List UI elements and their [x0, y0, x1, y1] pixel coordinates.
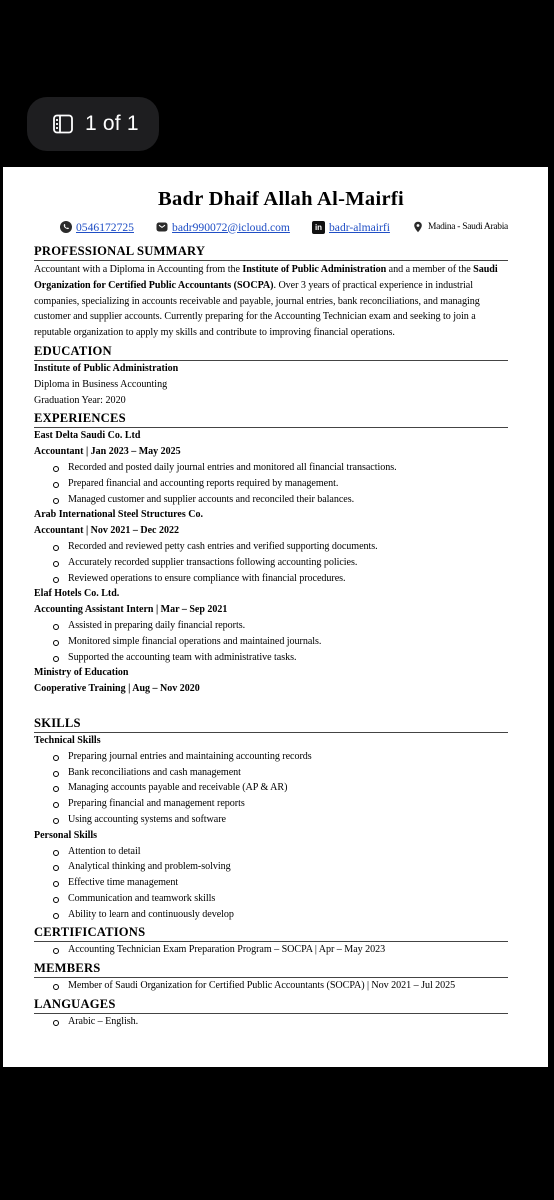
list-item: Attention to detail [52, 844, 508, 860]
document-page [3, 167, 548, 1067]
phone-contact[interactable] [60, 221, 134, 234]
summary-paragraph [34, 262, 508, 341]
summary-socpa: Saudi Organization for Certified Public Accountants (SOCPA) [34, 264, 498, 291]
job-company: Arab International Steel Structures Co. [34, 509, 203, 521]
languages-heading: LANGUAGES [34, 997, 508, 1014]
members-list [52, 978, 508, 994]
list-item: Preparing journal entries and maintaining accounting records [52, 749, 508, 765]
list-item: Arabic – English. [52, 1014, 508, 1030]
email-icon [156, 221, 168, 233]
linkedin-icon: in [312, 221, 325, 234]
technical-skills-heading: Technical Skills [34, 734, 101, 746]
summary-institute: Institute of Public Administration [242, 264, 387, 275]
candidate-name: Badr Dhaif Allah Al-Mairfi [157, 188, 405, 210]
list-item: Managing accounts payable and receivable (AP & AR) [52, 780, 508, 796]
job-company: East Delta Saudi Co. Ltd [34, 430, 141, 442]
job-duties-list [52, 539, 508, 586]
list-item: Communication and teamwork skills [52, 891, 508, 907]
job-duties-list [52, 460, 508, 507]
email-link[interactable]: badr990072@icloud.com [172, 220, 290, 234]
location-pin-icon [412, 221, 424, 233]
list-item: Managed customer and supplier accounts and reconciled their balances. [52, 492, 508, 508]
page-thumbnail-icon [51, 112, 75, 136]
education-degree: Diploma in Business Accounting [34, 378, 168, 390]
job-company: Elaf Hotels Co. Ltd. [34, 588, 120, 600]
list-item: Member of Saudi Organization for Certified Public Accountants (SOCPA) | Nov 2021 – Jul 2025 [52, 978, 508, 994]
list-item: Supported the accounting team with administrative tasks. [52, 650, 508, 666]
list-item: Accounting Technician Exam Preparation Program – SOCPA | Apr – May 2023 [52, 942, 508, 958]
page-count: 1 of 1 [85, 112, 139, 135]
page-indicator[interactable] [27, 97, 159, 151]
list-item: Accurately recorded supplier transactions following accounting policies. [52, 555, 508, 571]
list-item: Bank reconciliations and cash management [52, 765, 508, 781]
languages-list [52, 1014, 508, 1030]
phone-link[interactable]: 0546172725 [76, 220, 134, 234]
education-graduation: Graduation Year: 2020 [34, 394, 126, 406]
summary-heading: PROFESSIONAL SUMMARY [34, 244, 508, 261]
certifications-heading: CERTIFICATIONS [34, 925, 508, 942]
certifications-list [52, 942, 508, 958]
job-role: Accountant | Nov 2021 – Dec 2022 [34, 525, 179, 537]
personal-skills-heading: Personal Skills [34, 829, 98, 841]
email-contact[interactable] [156, 221, 290, 234]
section-spacer [34, 697, 508, 713]
list-item: Prepared financial and accounting reports required by management. [52, 476, 508, 492]
summary-text-2: and a member of the [386, 264, 474, 275]
list-item: Effective time management [52, 875, 508, 891]
linkedin-link[interactable]: badr-almairfi [329, 220, 390, 234]
job-company: Ministry of Education [34, 667, 129, 679]
list-item: Monitored simple financial operations and maintained journals. [52, 634, 508, 650]
list-item: Analytical thinking and problem-solving [52, 859, 508, 875]
members-heading: MEMBERS [34, 961, 508, 978]
contact-bar [34, 218, 508, 236]
job-duties-list [52, 618, 508, 665]
job-role: Cooperative Training | Aug – Nov 2020 [34, 683, 200, 695]
location-contact [412, 221, 508, 233]
personal-skills-list [52, 844, 508, 923]
list-item: Assisted in preparing daily financial reports. [52, 618, 508, 634]
phone-icon [60, 221, 72, 233]
summary-text-1: Accountant with a Diploma in Accounting from the [34, 264, 243, 275]
experiences-heading: EXPERIENCES [34, 411, 508, 428]
summary-text-3: . Over 3 years of practical experience in industrial companies, specializing in accounts receivable and payable, journal entries, bank reconciliations, and managing customer and supplier accounts. Currently preparing for the Accounting Technician exam and seeking to join a reputable organization to apply my skills and contribute to improving financial operations. [34, 279, 480, 339]
list-item: Ability to learn and continuously develop [52, 907, 508, 923]
list-item: Reviewed operations to ensure compliance with financial procedures. [52, 571, 508, 587]
job-role: Accountant | Jan 2023 – May 2025 [34, 446, 181, 458]
education-institution: Institute of Public Administration [34, 362, 179, 374]
list-item: Recorded and reviewed petty cash entries and verified supporting documents. [52, 539, 508, 555]
skills-heading: SKILLS [34, 716, 508, 733]
list-item: Recorded and posted daily journal entries and monitored all financial transactions. [52, 460, 508, 476]
technical-skills-list [52, 749, 508, 828]
list-item: Using accounting systems and software [52, 812, 508, 828]
linkedin-contact[interactable] [312, 221, 390, 234]
education-heading: EDUCATION [34, 344, 508, 361]
list-item: Preparing financial and management reports [52, 796, 508, 812]
location-text: Madina - Saudi Arabia [428, 222, 508, 232]
job-role: Accounting Assistant Intern | Mar – Sep 2021 [34, 604, 228, 616]
